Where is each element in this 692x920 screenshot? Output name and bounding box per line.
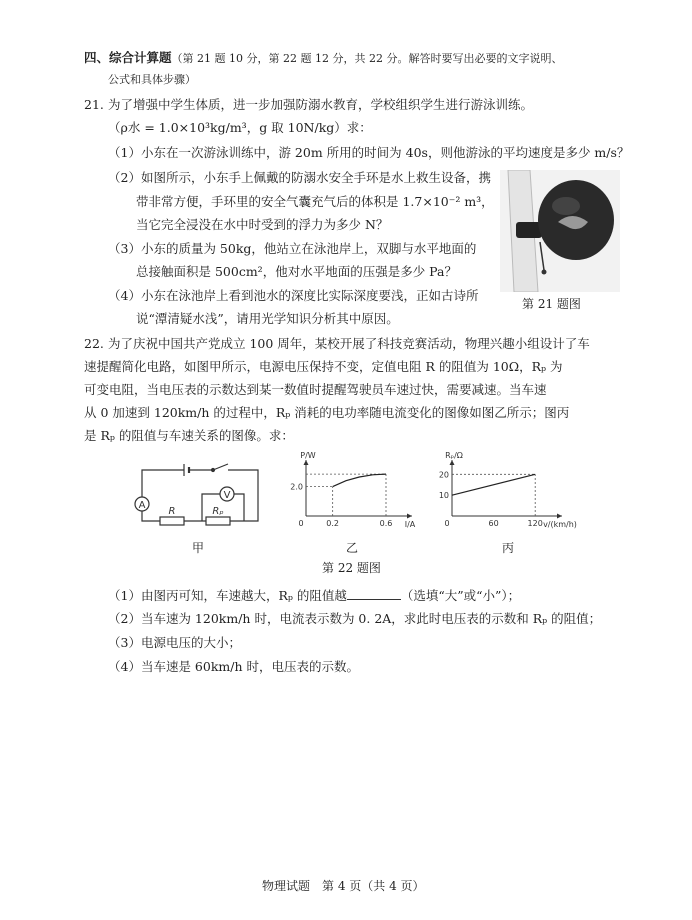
x-axis-arrow	[557, 514, 562, 519]
origin-label: 0	[298, 519, 304, 528]
airbag-highlight	[552, 197, 580, 215]
q22-part3: （3）电源电压的大小；	[108, 635, 241, 650]
y-axis-label: Rₚ/Ω	[445, 452, 463, 460]
x-tick-label: 60	[488, 519, 499, 528]
section-note-line1: （第 21 题 10 分，第 22 题 12 分，共 22 分。解答时要写出必要的文字说明、	[171, 52, 563, 65]
q22-stem-line1: 为了庆祝中国共产党成立 100 周年，某校开展了科技竞赛活动，物理兴趣小组设计了车	[108, 336, 590, 351]
q21-part4-line2: 说“潭清疑水浅”，请用光学知识分析其中原因。	[136, 311, 399, 326]
q21-part2-line2: 带非常方便，手环里的安全气囊充气后的体积是 1.7×10⁻² m³，	[136, 194, 494, 209]
section-note-line2: 公式和具体步骤）	[108, 73, 196, 86]
q21-part3-line1: （3）小东的质量为 50kg，他站立在泳池岸上，双脚与水平地面的	[108, 241, 477, 256]
y-axis-arrow	[304, 460, 309, 465]
q21-stem: 为了增强中学生体质，进一步加强防溺水教育，学校组织学生进行游泳训练。	[108, 97, 534, 112]
x-tick-label: 0.2	[326, 519, 340, 528]
q22-stem-line4: 从 0 加速到 120km/h 的过程中，Rₚ 消耗的电功率随电流变化的图像如图乙所示；图丙	[84, 405, 570, 420]
origin-label: 0	[444, 519, 450, 528]
chart-yi-caption: 乙	[346, 541, 359, 555]
y-tick-label: 2.0	[290, 482, 303, 492]
answer-blank[interactable]	[347, 587, 401, 600]
wire-top-right	[228, 470, 258, 521]
q22-stem-line3: 可变电阻，当电压表的示数达到某一数值时提醒驾驶员车速过快，需要减速。当车速	[84, 382, 547, 397]
q21-figure-caption: 第 21 题图	[522, 297, 581, 311]
q22-part1-text-before: （1）由图丙可知，车速越大，Rₚ 的阻值越	[108, 588, 347, 603]
y-tick-label: 10	[438, 491, 449, 501]
section-heading-line1	[84, 50, 562, 67]
x-axis-label: v/(km/h)	[543, 520, 577, 529]
x-axis-arrow	[407, 514, 412, 519]
x-axis-label: I/A	[404, 520, 416, 529]
q22-figure-caption: 第 22 题图	[322, 561, 381, 575]
resistor-rp	[206, 517, 230, 525]
q22-part2: （2）当车速为 120km/h 时，电流表示数为 0. 2A，求此时电压表的示数和 Rₚ 的阻值；	[108, 611, 602, 626]
series-line	[333, 474, 386, 487]
voltmeter-label: V	[223, 490, 231, 501]
resistor-rp-label: Rₚ	[212, 506, 224, 517]
q21-part3-line2: 总接触面积是 500cm²，他对水平地面的压强是多少 Pa？	[136, 264, 457, 279]
y-tick-label: 20	[438, 470, 449, 480]
y-axis-arrow	[450, 460, 455, 465]
q22-stem-line5: 是 Rₚ 的阻值与车速关系的图像。求：	[84, 428, 294, 443]
q22-part4: （4）当车速是 60km/h 时，电压表的示数。	[108, 659, 359, 674]
resistor-r	[160, 517, 184, 525]
section-heading: 四、综合计算题	[84, 50, 172, 65]
ammeter-label: A	[138, 500, 146, 511]
page-footer: 物理试题 第 4 页（共 4 页）	[262, 879, 425, 893]
q21-number: 21.	[84, 97, 104, 112]
airbag-cord-tip	[542, 270, 547, 275]
circuit-diagram	[128, 460, 268, 538]
resistor-r-label: R	[168, 506, 176, 517]
y-axis-label: P/W	[300, 452, 316, 460]
q22-stem-line2: 速提醒简化电路，如图甲所示，电源电压保持不变，定值电阻 R 的阻值为 10Ω，Rₚ 为	[84, 359, 563, 374]
q21-bracelet-figure	[500, 170, 620, 292]
q21-given: （ρ水 = 1.0×10³kg/m³，g 取 10N/kg）求：	[108, 120, 372, 135]
x-tick-label: 0.6	[379, 519, 393, 528]
q21-part4-line1: （4）小东在泳池岸上看到池水的深度比实际深度要浅，正如古诗所	[108, 288, 479, 303]
voltmeter-wire-right	[234, 494, 244, 521]
switch-lever	[213, 464, 228, 470]
q21-part1: （1）小东在一次游泳训练中，游 20m 所用的时间为 40s，则他游泳的平均速度是多少 m/s？	[108, 145, 630, 160]
x-tick-label: 120	[527, 519, 543, 528]
fig-jia-caption: 甲	[192, 541, 205, 555]
q21-part2-line3: 当它完全浸没在水中时受到的浮力为多少 N？	[136, 217, 389, 232]
wrist-strap	[516, 222, 542, 238]
chart-bing	[428, 452, 588, 542]
wire-top-left	[142, 470, 184, 497]
chart-bing-caption: 丙	[502, 541, 515, 555]
q22-part1	[108, 587, 520, 604]
wire-left-bottom	[142, 511, 160, 521]
q22-number: 22.	[84, 336, 104, 351]
chart-yi	[288, 452, 428, 542]
q21-part2-line1: （2）如图所示，小东手上佩戴的防溺水安全手环是水上救生设备，携	[108, 170, 491, 185]
series-line	[452, 474, 535, 495]
q22-part1-text-after: （选填“大”或“小”）；	[400, 588, 521, 603]
